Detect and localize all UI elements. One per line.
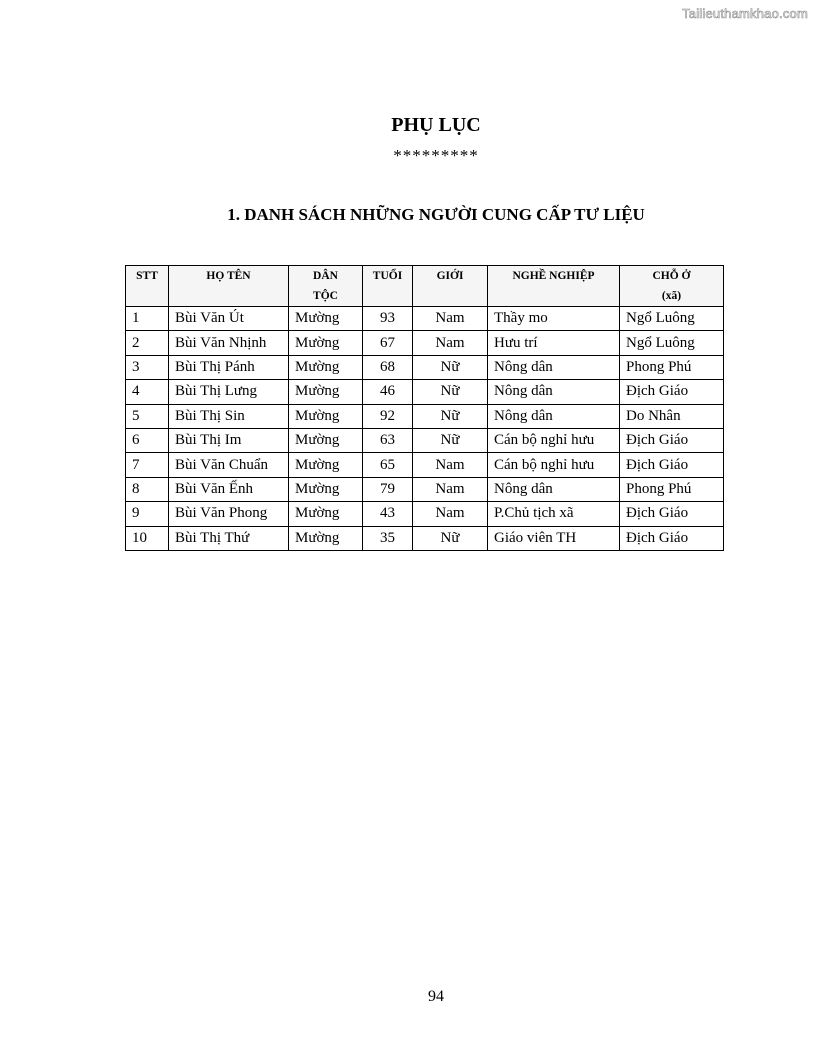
cell-ethnicity: Mường [289, 477, 363, 501]
header-ethnicity-line1: DÂN [313, 270, 338, 282]
table-row [126, 502, 724, 526]
cell-residence: Địch Giáo [620, 428, 724, 452]
cell-occupation: Nông dân [488, 404, 620, 428]
cell-occupation: Thầy mo [488, 307, 620, 331]
cell-age: 35 [363, 526, 413, 550]
cell-age: 65 [363, 453, 413, 477]
table-row [126, 428, 724, 452]
informants-table [125, 265, 724, 551]
header-occupation: NGHỀ NGHIỆP [488, 266, 620, 307]
cell-occupation: Giáo viên TH [488, 526, 620, 550]
cell-stt: 9 [126, 502, 169, 526]
table-row [126, 477, 724, 501]
cell-gender: Nam [413, 307, 488, 331]
cell-ethnicity: Mường [289, 331, 363, 355]
table-row [126, 526, 724, 550]
header-name: HỌ TÊN [169, 266, 289, 307]
cell-stt: 3 [126, 355, 169, 379]
cell-age: 43 [363, 502, 413, 526]
cell-ethnicity: Mường [289, 526, 363, 550]
cell-residence: Phong Phú [620, 477, 724, 501]
header-age: TUỔI [363, 266, 413, 307]
cell-occupation: Hưu trí [488, 331, 620, 355]
cell-ethnicity: Mường [289, 428, 363, 452]
cell-age: 92 [363, 404, 413, 428]
header-ethnicity-line2: TỘC [313, 290, 338, 302]
table-row [126, 355, 724, 379]
cell-gender: Nam [413, 502, 488, 526]
cell-ethnicity: Mường [289, 355, 363, 379]
cell-name: Bùi Văn Út [169, 307, 289, 331]
cell-stt: 5 [126, 404, 169, 428]
cell-occupation: Cán bộ nghỉ hưu [488, 453, 620, 477]
page-number: 94 [428, 988, 444, 1005]
cell-name: Bùi Thị Sin [169, 404, 289, 428]
cell-stt: 4 [126, 380, 169, 404]
cell-gender: Nữ [413, 380, 488, 404]
cell-occupation: Nông dân [488, 380, 620, 404]
cell-gender: Nữ [413, 355, 488, 379]
header-residence-line2: (xã) [661, 290, 682, 302]
cell-age: 93 [363, 307, 413, 331]
header-gender: GIỚI [413, 266, 488, 307]
cell-occupation: Nông dân [488, 477, 620, 501]
cell-name: Bùi Thị Lưng [169, 380, 289, 404]
cell-ethnicity: Mường [289, 502, 363, 526]
table-body [126, 307, 724, 551]
title-separator-stars: ********* [393, 146, 479, 165]
cell-occupation: P.Chủ tịch xã [488, 502, 620, 526]
cell-residence: Do Nhân [620, 404, 724, 428]
cell-stt: 10 [126, 526, 169, 550]
table-row [126, 380, 724, 404]
table-row [126, 453, 724, 477]
cell-age: 79 [363, 477, 413, 501]
cell-name: Bùi Văn Chuẩn [169, 453, 289, 477]
cell-residence: Địch Giáo [620, 526, 724, 550]
cell-ethnicity: Mường [289, 380, 363, 404]
cell-ethnicity: Mường [289, 307, 363, 331]
cell-age: 63 [363, 428, 413, 452]
cell-occupation: Cán bộ nghỉ hưu [488, 428, 620, 452]
cell-residence: Địch Giáo [620, 502, 724, 526]
cell-ethnicity: Mường [289, 404, 363, 428]
header-residence-line1: CHỖ Ở [652, 270, 691, 282]
cell-stt: 1 [126, 307, 169, 331]
watermark-text: Tailieuthamkhao.com [682, 6, 808, 21]
table-row [126, 404, 724, 428]
cell-name: Bùi Thị Im [169, 428, 289, 452]
cell-stt: 7 [126, 453, 169, 477]
cell-name: Bùi Văn Nhịnh [169, 331, 289, 355]
cell-occupation: Nông dân [488, 355, 620, 379]
cell-residence: Địch Giáo [620, 380, 724, 404]
section-heading: 1. DANH SÁCH NHỮNG NGƯỜI CUNG CẤP TƯ LIỆU [227, 205, 645, 224]
page-title: PHỤ LỤC [391, 114, 481, 136]
cell-gender: Nữ [413, 428, 488, 452]
header-stt: STT [126, 266, 169, 307]
cell-gender: Nữ [413, 404, 488, 428]
cell-name: Bùi Thị Pánh [169, 355, 289, 379]
cell-residence: Phong Phú [620, 355, 724, 379]
cell-age: 46 [363, 380, 413, 404]
cell-age: 68 [363, 355, 413, 379]
table-header-row [126, 266, 724, 307]
cell-stt: 6 [126, 428, 169, 452]
cell-name: Bùi Thị Thứ [169, 526, 289, 550]
cell-ethnicity: Mường [289, 453, 363, 477]
cell-stt: 2 [126, 331, 169, 355]
table-row [126, 307, 724, 331]
cell-gender: Nam [413, 331, 488, 355]
cell-stt: 8 [126, 477, 169, 501]
cell-age: 67 [363, 331, 413, 355]
cell-residence: Ngổ Luông [620, 307, 724, 331]
header-residence [620, 266, 724, 307]
cell-name: Bùi Văn Ếnh [169, 477, 289, 501]
cell-name: Bùi Văn Phong [169, 502, 289, 526]
table-row [126, 331, 724, 355]
cell-gender: Nữ [413, 526, 488, 550]
cell-gender: Nam [413, 453, 488, 477]
cell-residence: Ngổ Luông [620, 331, 724, 355]
header-ethnicity [289, 266, 363, 307]
cell-gender: Nam [413, 477, 488, 501]
cell-residence: Địch Giáo [620, 453, 724, 477]
